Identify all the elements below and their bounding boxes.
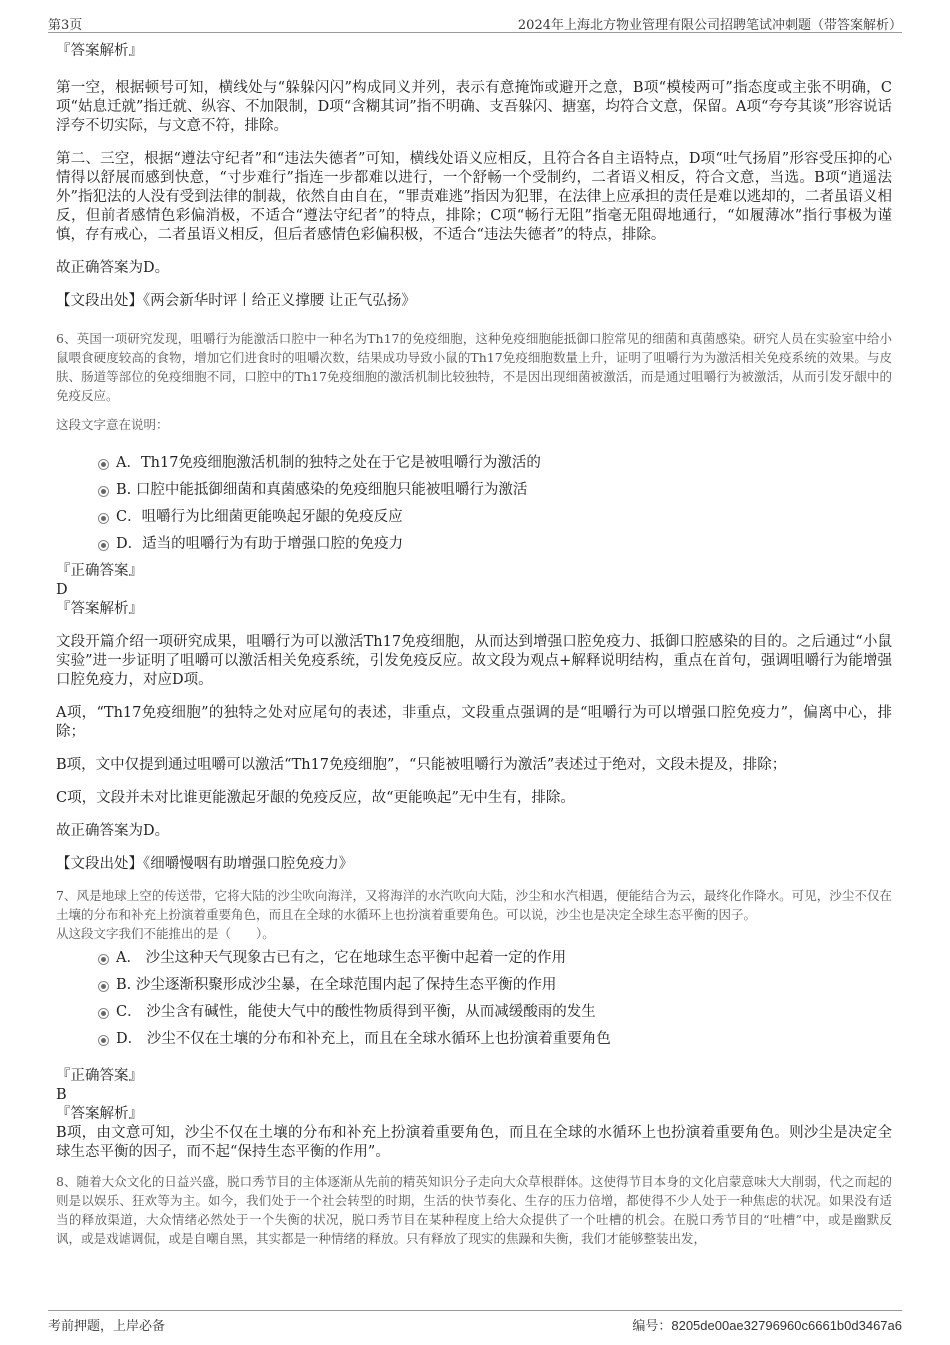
- answer-conclusion: 故正确答案为D。: [56, 260, 170, 276]
- radio-icon[interactable]: [98, 981, 109, 992]
- footer-slogan: 考前押题，上岸必备: [48, 1319, 166, 1334]
- option-text: C． 沙尘含有碱性，能使大气中的酸性物质得到平衡，从而减缓酸雨的发生: [116, 1004, 596, 1020]
- option-c[interactable]: [98, 1003, 892, 1022]
- option-d[interactable]: [98, 1030, 892, 1049]
- question-lead: 这段文字意在说明：: [56, 417, 169, 432]
- options-list: [56, 949, 892, 1049]
- options-list: [56, 454, 892, 554]
- question-stem: 7、风是地球上空的传送带，它将大陆的沙尘吹向海洋，又将海洋的水汽吹向大陆，沙尘和水汽相遇，便能结合为云，最终化作降水。可见，沙尘不仅在土壤的分布和补充上扮演着重要角色，而且在全球的水循环上也扮演着重要角色。可以说，沙尘也是决定全球生态平衡的因子。: [56, 888, 892, 922]
- radio-icon[interactable]: [98, 486, 109, 497]
- option-a[interactable]: [98, 949, 892, 968]
- answer-conclusion: 故正确答案为D。: [56, 823, 170, 839]
- page-number: 第3页: [48, 18, 83, 33]
- analysis-paragraph: B项，文中仅提到通过咀嚼可以激活“Th17免疫细胞”，“只能被咀嚼行为激活”表述过于绝对，文段未提及，排除；: [56, 757, 787, 773]
- radio-icon[interactable]: [98, 1035, 109, 1046]
- code-value: 8205de00ae32796960c6661b0d3467a6: [671, 1318, 902, 1333]
- option-b[interactable]: [98, 976, 892, 995]
- document-code: [632, 1315, 902, 1334]
- analysis-paragraph: 第二、三空，根据“遵法守纪者”和“违法失德者”可知，横线处语义应相反，且符合各自主语特点，D项“吐气扬眉”形容受压抑的心情得以舒展而感到快意，“寸步难行”指连一步都难以进行，一个舒畅一个受制约，二者语义相反，符合文意，当选。B项“逍遥法外”指犯法的人没有受到法律的制裁，依然自由自在，“罪责难逃”指因为犯罪，在法律上应承担的责任是难以逃却的，二者虽语义相反，但前者感情色彩偏消极，不适合“遵法守纪者”的特点，排除；C项“畅行无阻”指毫无阻碍地通行，“如履薄冰”指行事极为谨慎，存有戒心，二者虽语义相反，但后者感情色彩偏积极，不适合“违法失德者”的特点，排除。: [56, 151, 892, 243]
- option-d[interactable]: [98, 535, 892, 554]
- option-b[interactable]: [98, 481, 892, 500]
- source-citation: 【文段出处】《细嚼慢咽有助增强口腔免疫力》: [56, 856, 354, 872]
- option-text: B. 口腔中能抵御细菌和真菌感染的免疫细胞只能被咀嚼行为激活: [116, 482, 528, 498]
- source-citation: 【文段出处】《两会新华时评丨给正义撑腰 让正气弘扬》: [56, 293, 416, 309]
- option-text: D．适当的咀嚼行为有助于增强口腔的免疫力: [116, 536, 404, 552]
- radio-icon[interactable]: [98, 954, 109, 965]
- correct-answer-label: 『正确答案』: [56, 563, 143, 579]
- option-a[interactable]: [98, 454, 892, 473]
- option-text: D． 沙尘不仅在土壤的分布和补充上，而且在全球水循环上也扮演着重要角色: [116, 1031, 611, 1047]
- radio-icon[interactable]: [98, 1008, 109, 1019]
- option-c[interactable]: [98, 508, 892, 527]
- correct-answer: B: [56, 1087, 67, 1103]
- radio-icon[interactable]: [98, 540, 109, 551]
- page-header: [48, 12, 902, 33]
- analysis-paragraph: 第一空，根据顿号可知，横线处与“躲躲闪闪”构成同义并列，表示有意掩饰或避开之意，B项“模棱两可”指态度或主张不明确，C项“姑息迁就”指迁就、纵容、不加限制，D项“含糊其词”指不明确、支吾躲闪、搪塞，均符合文意，保留。A项“夸夸其谈”形容说话浮夸不切实际，与文意不符，排除。: [56, 80, 892, 134]
- analysis-paragraph: 文段开篇介绍一项研究成果，咀嚼行为可以激活Th17免疫细胞，从而达到增强口腔免疫力、抵御口腔感染的目的。之后通过“小鼠实验”进一步证明了咀嚼可以激活相关免疫系统，引发免疫反应。故文段为观点+解释说明结构，重点在首句，强调咀嚼行为能增强口腔免疫力，对应D项。: [56, 634, 892, 688]
- radio-icon[interactable]: [98, 459, 109, 470]
- document-title: 2024年上海北方物业管理有限公司招聘笔试冲刺题（带答案解析）: [517, 18, 902, 33]
- page-content: [56, 38, 892, 1258]
- option-text: A．Th17免疫细胞激活机制的独特之处在于它是被咀嚼行为激活的: [116, 455, 541, 471]
- question-stem: 8、随着大众文化的日益兴盛，脱口秀节目的主体逐渐从先前的精英知识分子走向大众草根群体。这使得节目本身的文化启蒙意味大大削弱，代之而起的则是以娱乐、狂欢等为主。如今，我们处于一个社会转型的时期，生活的快节奏化、生存的压力倍增，都使得不少人处于一种焦虑的状况。如果没有适当的释放渠道，大众情绪必然处于一个失衡的状况，脱口秀节目在某种程度上给大众提供了一个吐槽的机会。在脱口秀节目的“吐槽”中，或是幽默反讽，或是戏谑调侃，或是自嘲自黑，其实都是一种情绪的释放。只有释放了现实的焦躁和失衡，我们才能够整装出发，: [56, 1174, 892, 1246]
- analysis-label: 『答案解析』: [56, 601, 143, 617]
- analysis-paragraph: B项，由文意可知，沙尘不仅在土壤的分布和补充上扮演着重要角色，而且在全球的水循环上也扮演着重要角色。则沙尘是决定全球生态平衡的因子，而不起“保持生态平衡的作用”。: [56, 1125, 892, 1160]
- analysis-paragraph: A项，“Th17免疫细胞”的独特之处对应尾句的表述，非重点，文段重点强调的是“咀嚼行为可以增强口腔免疫力”，偏离中心，排除；: [56, 705, 892, 740]
- correct-answer-label: 『正确答案』: [56, 1068, 143, 1084]
- option-text: C．咀嚼行为比细菌更能唤起牙龈的免疫反应: [116, 509, 403, 525]
- question-lead: 从这段文字我们不能推出的是（ ）。: [56, 926, 275, 941]
- analysis-paragraph: C项，文段并未对比谁更能激起牙龈的免疫反应，故“更能唤起”无中生有，排除。: [56, 790, 575, 806]
- page-footer: [48, 1310, 902, 1335]
- analysis-label: 『答案解析』: [56, 43, 143, 59]
- correct-answer: D: [56, 582, 68, 598]
- option-text: B. 沙尘逐渐积聚形成沙尘暴，在全球范围内起了保持生态平衡的作用: [116, 977, 557, 993]
- question-stem: 6、英国一项研究发现，咀嚼行为能激活口腔中一种名为Th17的免疫细胞，这种免疫细胞能抵御口腔常见的细菌和真菌感染。研究人员在实验室中给小鼠喂食硬度较高的食物，增加它们进食时的咀嚼次数，结果成功导致小鼠的Th17免疫细胞数量上升，证明了咀嚼行为为激活相关免疫系统的效果。与皮肤、肠道等部位的免疫细胞不同，口腔中的Th17免疫细胞的激活机制比较独特，不是因出现细菌被激活，而是通过咀嚼行为被激活，从而引发牙龈中的免疫反应。: [56, 331, 892, 403]
- analysis-label: 『答案解析』: [56, 1106, 143, 1122]
- option-text: A． 沙尘这种天气现象古已有之，它在地球生态平衡中起着一定的作用: [116, 950, 567, 966]
- radio-icon[interactable]: [98, 513, 109, 524]
- code-label: 编号：: [632, 1319, 672, 1334]
